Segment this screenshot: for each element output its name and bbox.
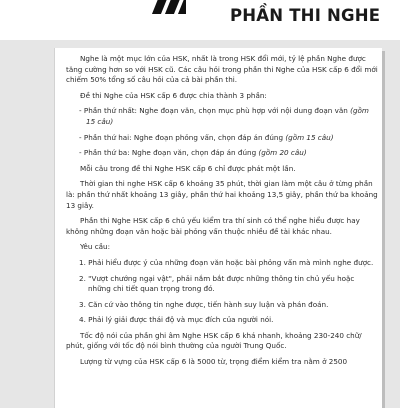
part-text: - Phần thứ hai: Nghe đoạn phỏng vấn, chọn đáp án đúng — [79, 132, 286, 142]
part-item — [66, 148, 378, 159]
part-item — [66, 106, 378, 127]
requirement-item: 4. Phải lý giải được thái độ và mục đích của người nói. — [79, 315, 274, 325]
requirement-item: 1. Phải hiểu được ý của những đoạn văn hoặc bài phỏng vấn mà mình nghe được. — [79, 257, 374, 267]
body-paragraph: Mỗi câu trong đề thi Nghe HSK cấp 6 chỉ được phát một lần. — [80, 163, 296, 173]
part-text: - Phần thứ ba: Nghe đoạn văn, chọn đáp án đúng — [79, 148, 259, 158]
closing-paragraph: Tốc độ nói của phần ghi âm Nghe HSK cấp 6 khá nhanh, khoảng 230-240 chữ/ phút, giống với tốc độ nói bình thường của người Trung Quốc. — [66, 330, 362, 351]
body-paragraph: Thời gian thi nghe HSK cấp 6 khoảng 35 phút, thời gian làm một câu ở từng phần là: phần thứ nhất khoảng 13 giây, phần thứ hai khoảng 13,5 giây, phần thứ ba khoảng 13 giây. — [66, 179, 378, 210]
document-body — [66, 54, 378, 368]
requirement-item: 3. Căn cứ vào thông tin nghe được, tiến hành suy luận và phán đoán. — [79, 299, 329, 309]
document-page — [55, 48, 382, 408]
requirements-heading: Yêu cầu: — [80, 242, 111, 252]
header-decoration — [150, 0, 186, 14]
page-title: PHẦN THI NGHE — [230, 6, 381, 25]
header — [0, 0, 400, 40]
body-paragraph: Phần thi Nghe HSK cấp 6 chủ yếu kiểm tra thí sinh có thể nghe hiểu được hay không những đoạn văn hoặc bài phỏng vấn thuộc nhiều đề tài khác nhau. — [66, 216, 360, 236]
part-text: - Phần thứ nhất: Nghe đoạn văn, chọn mục phù hợp với nội dung đoạn văn — [79, 106, 351, 116]
part-item — [66, 133, 378, 144]
part-note: (gồm 15 câu) — [86, 106, 369, 126]
intro-paragraph: Đề thi Nghe của HSK cấp 6 được chia thành 3 phần: — [80, 90, 267, 100]
requirement-item: 2. "Vượt chướng ngại vật", phải nắm bắt được những thông tin chủ yếu hoặc những chi tiết quan trọng trong đó. — [79, 273, 355, 294]
part-note: (gồm 15 câu) — [285, 132, 334, 142]
intro-paragraph: Nghe là một mục lớn của HSK, nhất là trong HSK đổi mới, tỷ lệ phần Nghe được tăng cường hơn so với HSK cũ. Các câu hỏi trong phần thi Nghe của HSK cấp 6 đổi mới chiếm 50% tổng số câu hỏi của cả bài phần thi. — [66, 54, 378, 85]
closing-paragraph: Lượng từ vựng của HSK cấp 6 là 5000 từ, trọng điểm kiểm tra nằm ở 2500 — [80, 357, 348, 367]
part-note: (gồm 20 câu) — [258, 148, 307, 158]
